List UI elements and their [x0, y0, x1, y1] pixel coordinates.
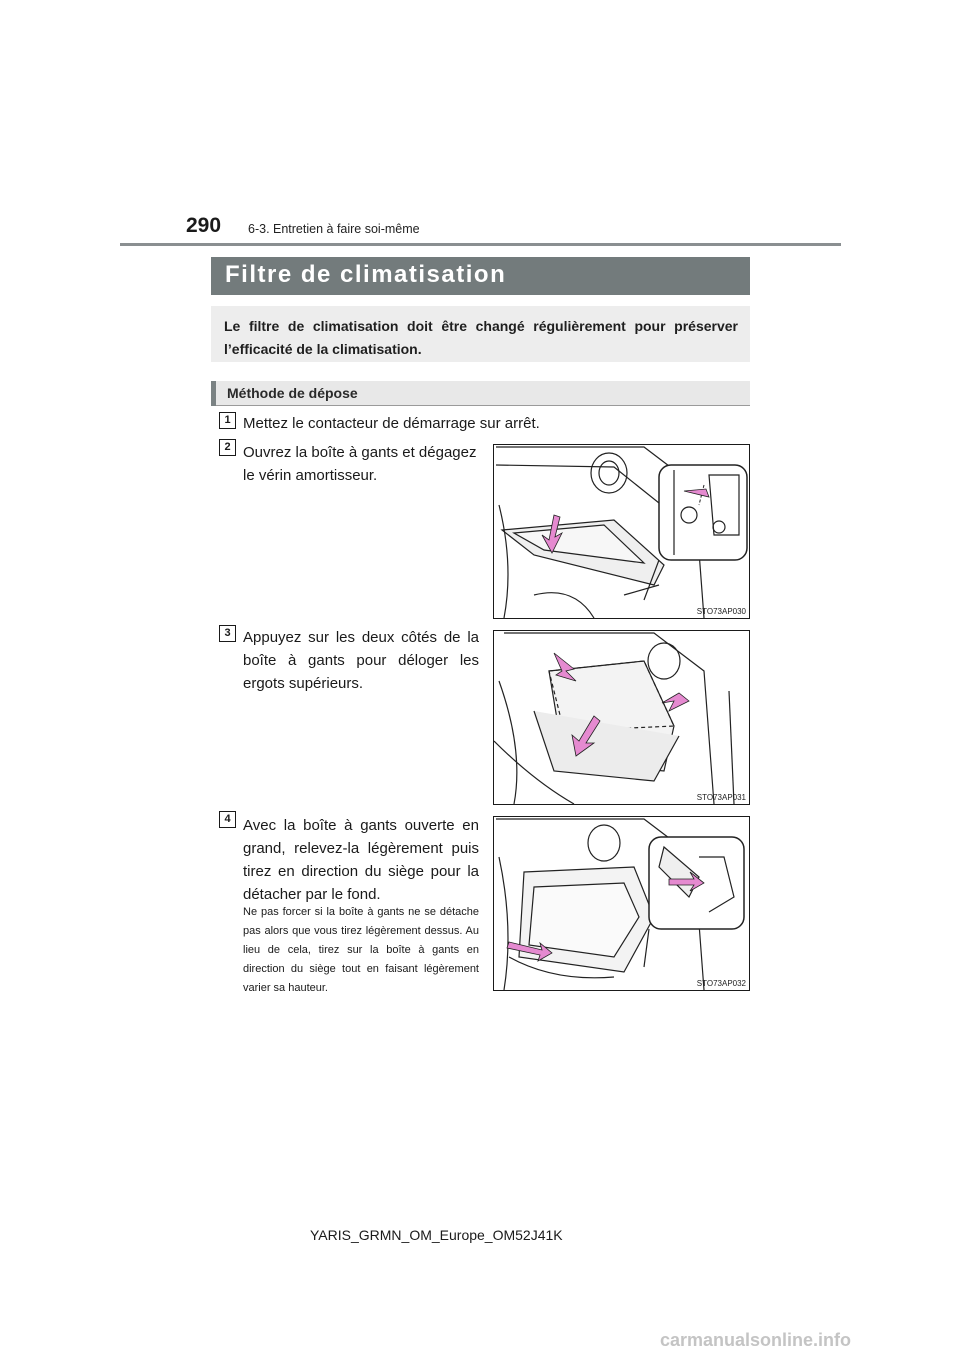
glovebox-damper-drawing [494, 445, 749, 618]
step-1-number: 1 [219, 412, 236, 429]
section-label: 6-3. Entretien à faire soi-même [248, 222, 420, 236]
figure-code: STO73AP032 [696, 979, 746, 988]
subsection-header [211, 381, 750, 406]
step-1-text: Mettez le contacteur de démarrage sur arrêt. [243, 415, 540, 432]
document-id: YARIS_GRMN_OM_Europe_OM52J41K [310, 1227, 563, 1243]
page-number: 290 [186, 214, 222, 237]
step-4-number: 4 [219, 811, 236, 828]
illustration-step-3 [493, 630, 750, 805]
step-4-text: Avec la boîte à gants ouverte en grand, relevez-la légèrement puis tirez en direction du siège pour la détacher par le fond. [243, 817, 479, 903]
title-bar [211, 257, 750, 295]
illustration-step-2 [493, 444, 750, 619]
illustration-step-4 [493, 816, 750, 991]
detail-inset [644, 465, 747, 600]
header-divider [120, 243, 841, 246]
detail-inset [644, 837, 744, 967]
step-4-note: Ne pas forcer si la boîte à gants ne se détache pas alors que vous tirez légèrement dessus. Au lieu de cela, tirez sur la boîte à gants en direction du siège tout en faisant légèrement varier sa hauteur. [243, 906, 479, 994]
step-2-text: Ouvrez la boîte à gants et dégagez le vérin amortisseur. [243, 444, 477, 484]
glovebox-release-drawing [494, 631, 749, 804]
subsection-title: Méthode de dépose [227, 385, 358, 401]
step-3-text: Appuyez sur les deux côtés de la boîte à gants pour déloger les ergots supérieurs. [243, 629, 479, 692]
step-3-number: 3 [219, 625, 236, 642]
intro-box [211, 306, 750, 362]
step-2-number: 2 [219, 439, 236, 456]
subsection-accent [211, 381, 216, 406]
figure-code: STO73AP030 [696, 607, 746, 616]
page-title: Filtre de climatisation [225, 261, 507, 288]
figure-code: STO73AP031 [696, 793, 746, 802]
glovebox-removal-drawing [494, 817, 749, 990]
watermark: carmanualsonline.info [660, 1330, 852, 1350]
intro-text: Le filtre de climatisation doit être changé régulièrement pour préserver l’efficacité de la climatisation. [224, 318, 738, 357]
